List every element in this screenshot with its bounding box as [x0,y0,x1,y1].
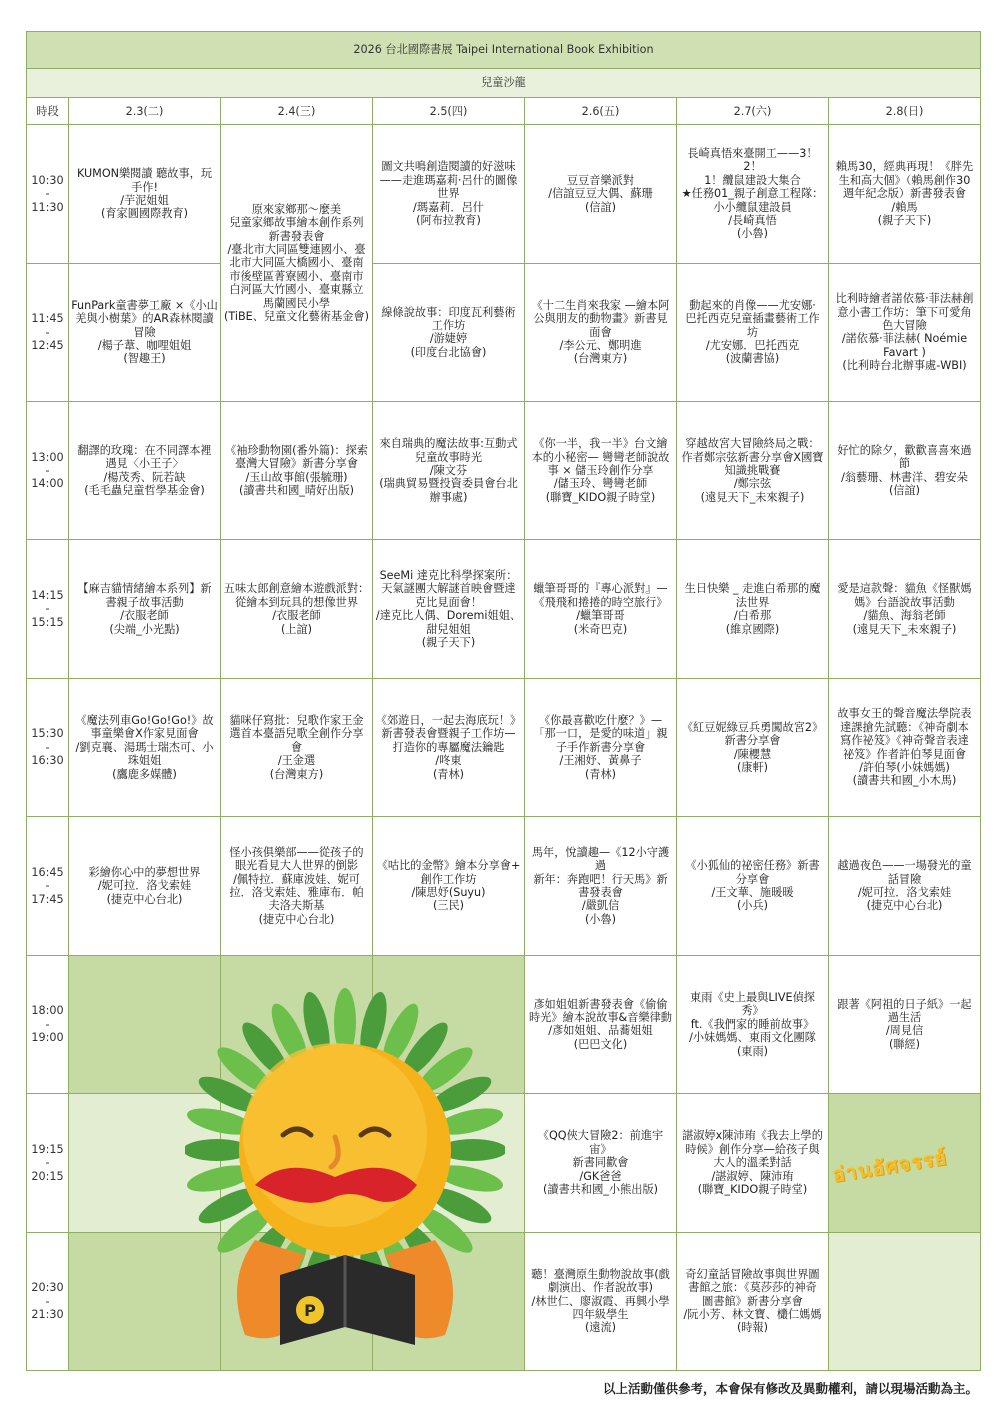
event-cell: 比利時繪者諾依慕·菲法赫創 意小書工作坊：筆下可愛角 色大冒險 /諾依慕·菲法赫( Noémie Favart ) (比利時台北辦事處-WBI) [829,263,981,401]
event-cell: 《你最喜歡吃什麼？》— 「那一口，是愛的味道」親 子手作新書分享會 /王湘妤、黃鼻子 (青林) [525,678,677,816]
event-cell: 《袖珍動物園(番外篇)：探索 臺灣大冒險》新書分享會 /玉山故事館(張毓珊) (讀書共和國_晴好出版) [221,402,373,540]
event-cell: 《你一半，我一半》台文繪 本的小秘密— 彎彎老師說故 事 × 儲玉玲創作分享 /儲玉玲、彎彎老師 (聯寶_KIDO親子時堂) [525,402,677,540]
event-cell: 《紅豆妮綠豆兵勇闖故宮2》 新書分享會 /陳櫻慧 (康軒) [677,678,829,816]
day-header: 2.3(二) [69,98,221,125]
event-cell: 豆豆音樂派對 /信誼豆豆大偶、蘇珊 (信誼) [525,125,677,263]
day-header: 2.4(三) [221,98,373,125]
event-cell: 愛是這款聲：貓魚《怪獸媽 媽》台語說故事活動 /貓魚、海翁老師 (遠見天下_未來親子) [829,540,981,678]
day-header: 2.7(六) [677,98,829,125]
event-cell: 東雨《史上最與LIVE偵探秀》 ft.《我們家的睡前故事》 /小妹媽媽、東雨文化團隊 (東雨) [677,955,829,1093]
event-cell: 奇幻童話冒險故事與世界圖 書館之旅：《莫莎莎的神奇 圖書館》新書分享會 /阮小芳、林文寶、欉仁媽媽 (時報) [677,1232,829,1370]
event-cell: 彩繪你心中的夢想世界 /妮可拉．洛戈索娃 (捷克中心台北) [69,817,221,955]
event-cell: 五味太郎創意繪本遊戲派對： 從繪本到玩具的想像世界 /衣服老師 (上誼) [221,540,373,678]
event-cell: 彥如姐姐新書發表會《偷偷 時光》繪本說故事&音樂律動 /彥如姐姐、品蕎姐姐 (巴巴文化) [525,955,677,1093]
time-column-header: 時段 [27,98,69,125]
event-cell: 怪小孩俱樂部——從孩子的 眼光看見大人世界的倒影 /佩特拉．蘇庫波娃、妮可 拉．洛戈索娃、雅庫布．帕 夫洛夫斯基 (捷克中心台北) [221,817,373,955]
day-header: 2.5(四) [373,98,525,125]
day-header: 2.8(日) [829,98,981,125]
footer-note: 以上活動僅供參考，本會保有修改及異動權利，請以現場活動為主。 [602,1381,978,1396]
event-cell: 翻譯的玫瑰：在不同譯本裡 遇見〈小王子〉 /楊茂秀、阮若缺 (毛毛蟲兒童哲學基金會) [69,402,221,540]
event-cell: SeeMi 達克比科學探案所： 天氣謎團大解謎首映會暨達 克比見面會！ /達克比人偶、Doremi姐姐、 甜兒姐姐 (親子天下) [373,540,525,678]
event-cell: 《QQ俠大冒險2：前進宇宙》 新書同歡會 /GK爸爸 (讀書共和國_小熊出版) [525,1094,677,1232]
event-cell: 動起來的肖像——尤安娜· 巴托西克兒童插畫藝術工作 坊 /尤安娜．巴托西克 (波蘭書協) [677,263,829,401]
event-cell: 越過夜色——一場發光的童 話冒險 /妮可拉．洛戈索娃 (捷克中心台北) [829,817,981,955]
time-slot: 11:45 - 12:45 [27,263,69,401]
event-cell: 長崎真悟來臺開工——3！2！ 1！纜鼠建設大集合 ★任務01_親子創意工程隊： 小小纜鼠建設員 /長崎真悟 (小魯) [677,125,829,263]
event-cell: 《魔法列車Go!Go!Go!》故 事童樂會X作家見面會 /劉克襄、湯瑪士瑞杰可、小 珠姐姐 (鷹鹿多媒體) [69,678,221,816]
time-slot: 18:00 - 19:00 [27,955,69,1093]
day-header: 2.6(五) [525,98,677,125]
event-cell: 來自瑞典的魔法故事:互動式 兒童故事時光 /陳文芬 (瑞典貿易暨投資委員會台北 辦事處) [373,402,525,540]
event-cell: 故事女王的聲音魔法學院表 達課搶先試聽：《神奇劇本 寫作祕笈》《神奇聲音表達 祕笈》作者許伯琴見面會 /許伯琴(小妹媽媽) (讀書共和國_小木馬) [829,678,981,816]
event-cell: 蠟筆哥哥的『專心派對』— 《飛飛和捲捲的時空旅行》 /蠟筆哥哥 (米奇巴克) [525,540,677,678]
event-cell: 好忙的除夕，歡歡喜喜來過 節 /翁藝珊、林書洋、碧安朵 (信誼) [829,402,981,540]
event-cell: 《郊遊日，一起去海底玩！》 新書發表會暨親子工作坊— 打造你的專屬魔法鑰匙 /咚東 (青林) [373,678,525,816]
time-slot: 10:30 - 11:30 [27,125,69,263]
decor-stamp-text: อ่านอัศจรรย์ [830,1145,949,1187]
time-slot: 13:00 - 14:00 [27,402,69,540]
event-cell: 馬年，悅讀趣—《12小守護過 新年：奔跑吧！行天馬》新 書發表會 /嚴凱信 (小魯) [525,817,677,955]
event-cell: 《咕比的金幣》繪本分享會+ 創作工作坊 /陳思妤(Suyu) (三民) [373,817,525,955]
time-slot: 15:30 - 16:30 [27,678,69,816]
event-cell: 《十二生肖來我家 —繪本阿 公與朋友的動物畫》新書見 面會 /李公元、鄭明進 (台灣東方) [525,263,677,401]
event-cell: 圖文共鳴創造閱讀的好滋味 ——走進瑪嘉莉·呂什的圖像 世界 /瑪嘉莉．呂什 (阿布拉教育) [373,125,525,263]
event-cell: 穿越故宮大冒險終局之戰： 作者鄭宗弦新書分享會X國寶 知識挑戰賽 /鄭宗弦 (遠見天下_未來親子) [677,402,829,540]
event-cell: 《小狐仙的祕密任務》新書 分享會 /王文華、施暖暖 (小兵) [677,817,829,955]
empty-cell [829,1232,981,1370]
event-cell: 線條說故事：印度瓦利藝術 工作坊 /游婕婷 (印度台北協會) [373,263,525,401]
book-letter: P [304,1301,316,1320]
event-cell: 諶淑婷x陳沛珛《我去上學的 時候》創作分享—給孩子與 大人的溫柔對話 /諶淑婷、陳沛珛 (聯寶_KIDO親子時堂) [677,1094,829,1232]
time-slot: 14:15 - 15:15 [27,540,69,678]
event-cell: KUMON樂閱讀 聽故事，玩 手作! /芋泥姐姐 (育家圓國際教育) [69,125,221,263]
event-cell: FunPark童書夢工廠 ×《小山 羌與小樹葉》的AR森林閱讀 冒險 /楊子葦、咖哩姐姐 (智趣王) [69,263,221,401]
event-cell: 聽！臺灣原生動物說故事(戲 劇演出、作者說故事) /林世仁、廖淑霞、再興小學 四年級學生 (遠流) [525,1232,677,1370]
event-cell: 貓咪仔寫批：兒歌作家王金 選首本臺語兒歌全創作分享 會 /王金選 (台灣東方) [221,678,373,816]
event-cell: 生日快樂 _ 走進白希那的魔 法世界 /白希那 (維京國際) [677,540,829,678]
event-cell: 跟著《阿祖的日子紙》一起 過生活 /周見信 (聯經) [829,955,981,1093]
sunflower-mascot-illustration [185,985,505,1370]
time-slot: 19:15 - 20:15 [27,1094,69,1232]
event-cell: 賴馬30，經典再現！《胖先 生和高大個》（賴馬創作30 週年紀念版）新書發表會 /賴馬 (親子天下) [829,125,981,263]
event-cell: 原來家鄉那～麼美 兒童家鄉故事繪本創作系列 新書發表會 /臺北市大同區雙連國小、臺 北市大同區大橋國小、臺南 市後壁區菁寮國小、臺南市 白河區大竹國小、臺東縣立 馬蘭國民小學 (TiBE、兒童文化藝術基金會) [221,125,373,402]
time-slot: 16:45 - 17:45 [27,817,69,955]
page-title: 2026 台北國際書展 Taipei International Book Exhibition [27,32,981,69]
event-cell: 【麻吉貓情緒繪本系列】新 書親子故事活動 /衣服老師 (尖端_小光點) [69,540,221,678]
time-slot: 20:30 - 21:30 [27,1232,69,1370]
section-title: 兒童沙龍 [27,69,981,98]
